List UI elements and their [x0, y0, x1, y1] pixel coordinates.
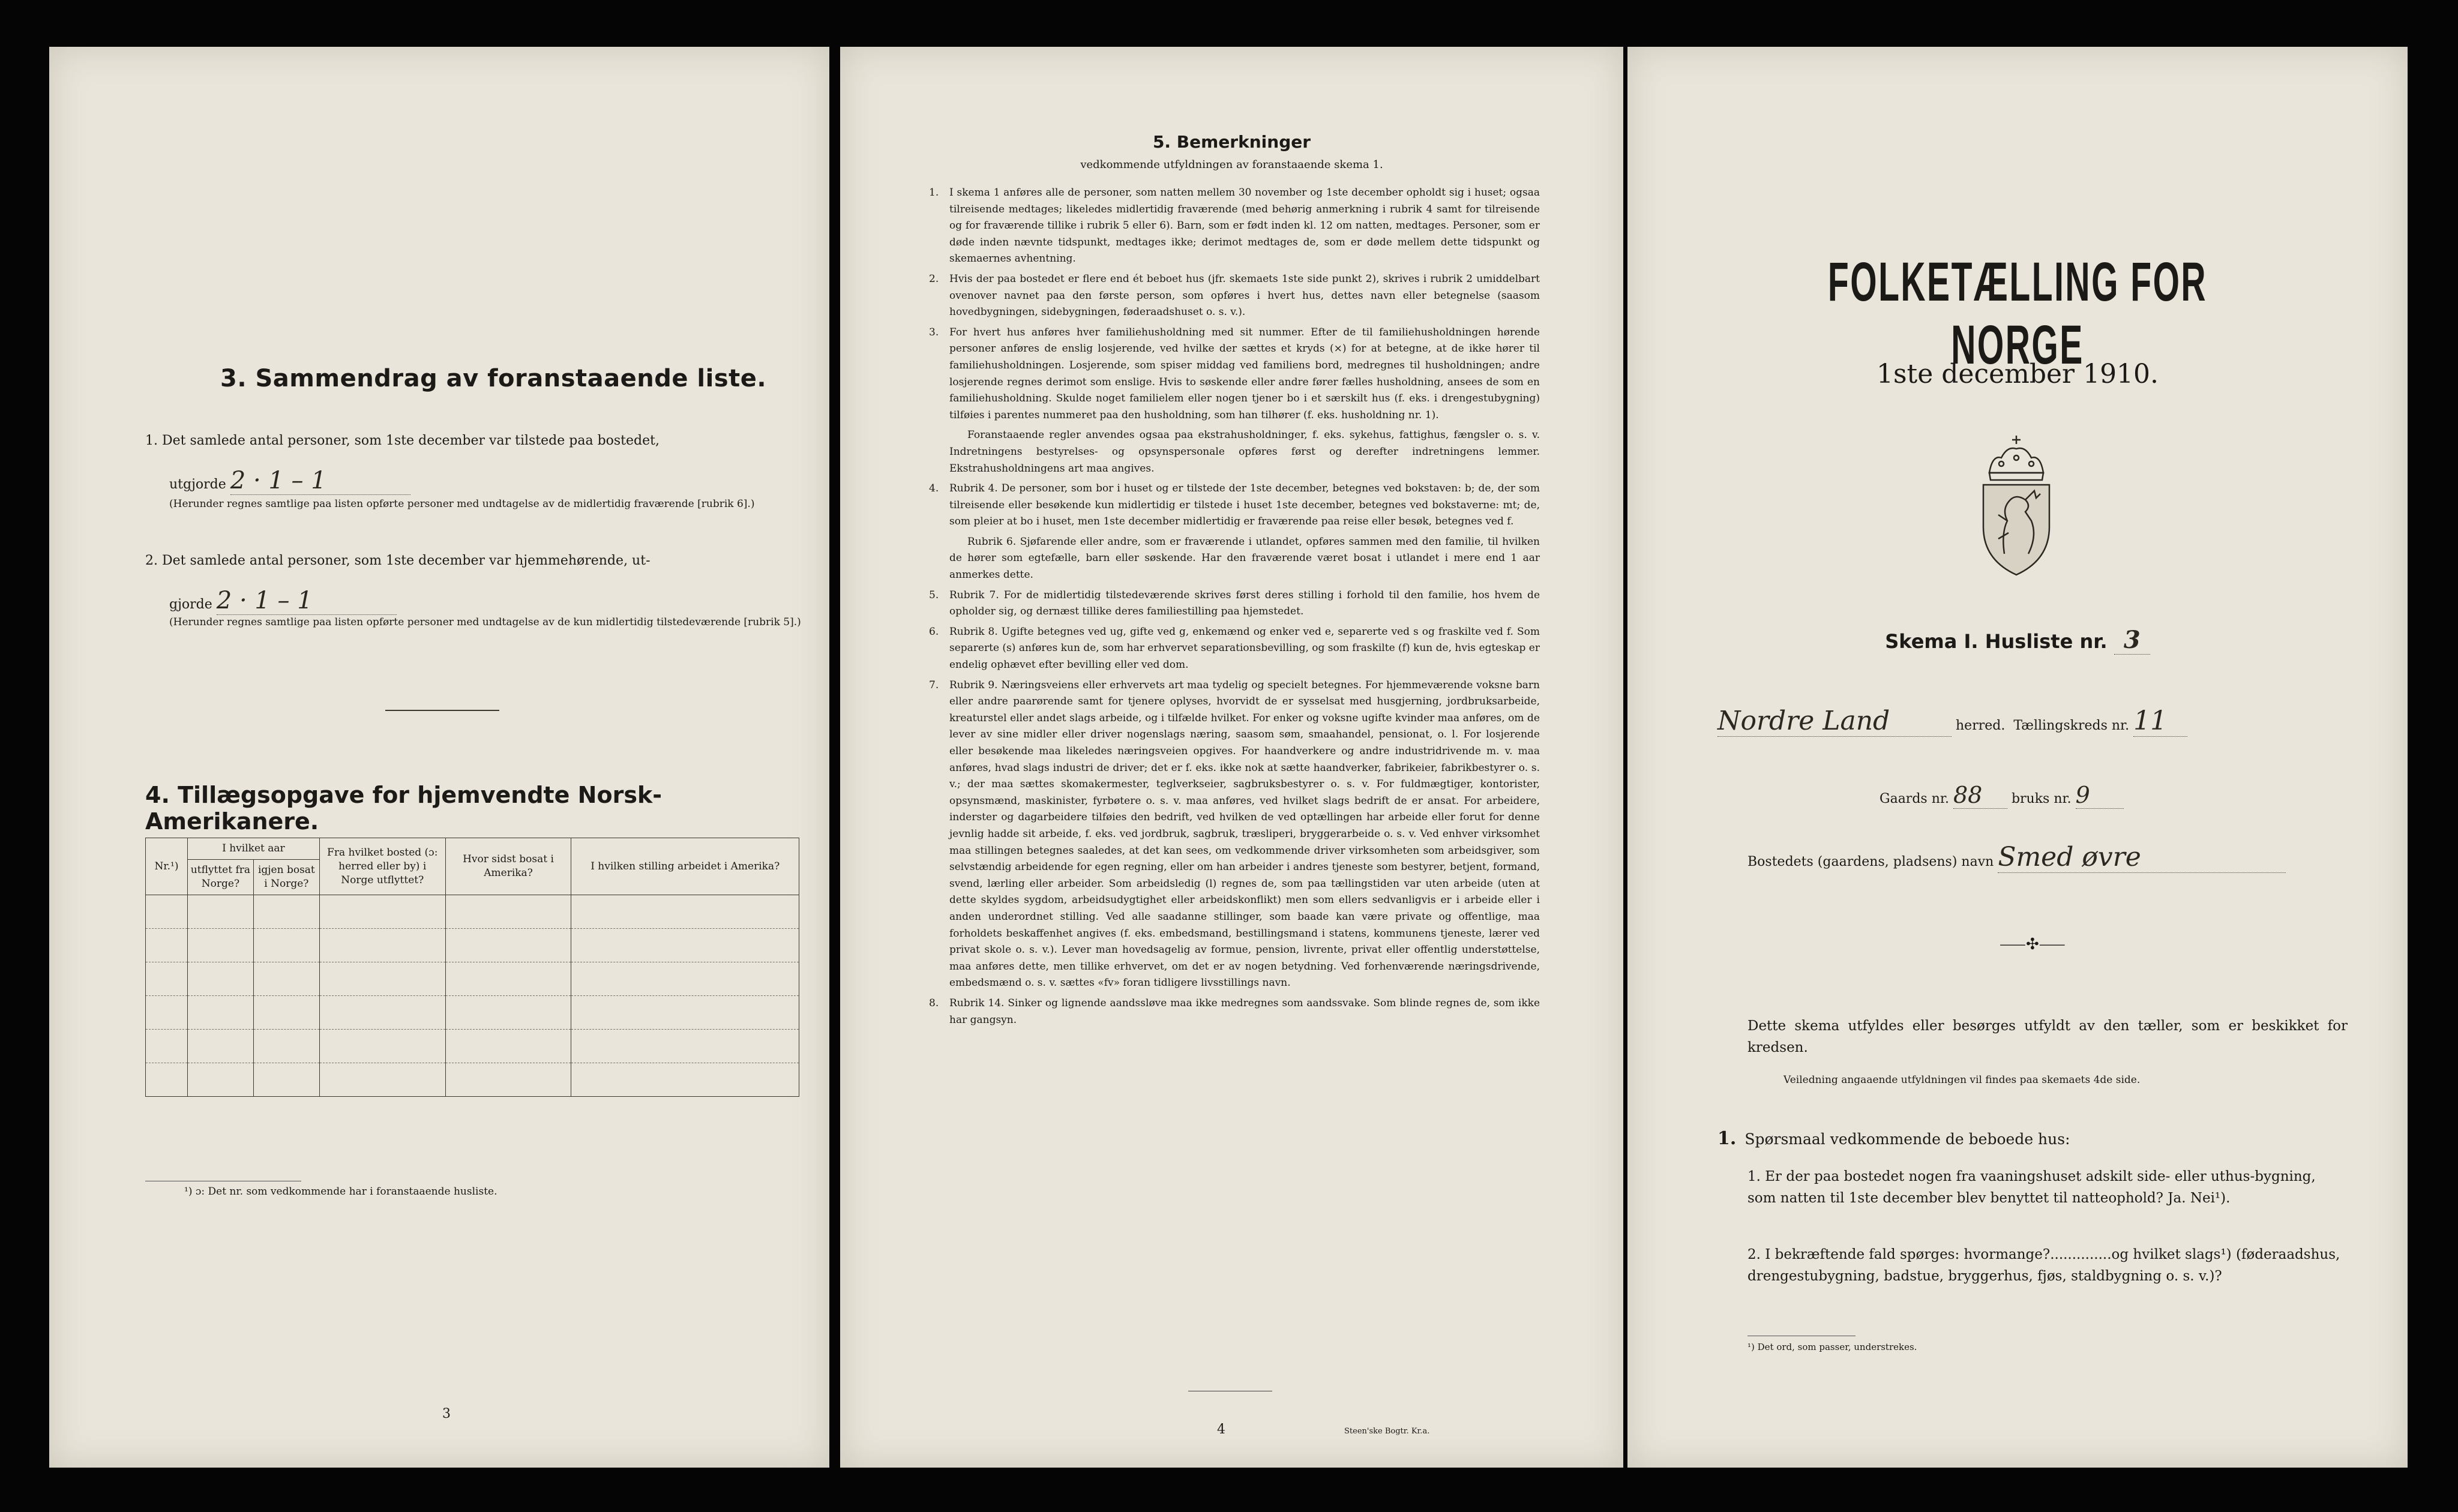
section-3-title: 3. Sammendrag av foranstaaende liste. [220, 365, 767, 392]
remark-item [929, 677, 1540, 992]
summary-item-2-note: (Herunder regnes samtlige paa listen opførte personer med undtagelse av de kun midlertidig tilstedeværende [rubrik 5].) [169, 616, 801, 628]
questions-number: 1. [1717, 1128, 1737, 1149]
remark-number: 7. [929, 679, 939, 691]
page-4 [840, 47, 1623, 1468]
cover-footnote: ¹) Det ord, som passer, understrekes. [1747, 1342, 1917, 1352]
header-nr: Nr.¹) [146, 838, 188, 895]
census-title: FOLKETÆLLING FOR NORGE [1827, 251, 2208, 376]
remark-item [929, 271, 1540, 321]
remark-text: Rubrik 6. Sjøfarende eller andre, som er fraværende i utlandet, opføres sammen med den familie, til hvilken de hører som egtefælle, barn eller søskende. Har den fraværende været bosat i utlandet i mere end 1 aar anmerkes dette. [949, 535, 1540, 581]
printer-imprint: Steen'ske Bogtr. Kr.a. [1344, 1427, 1430, 1436]
cover-page [1627, 47, 2408, 1468]
section-divider [385, 710, 499, 711]
remark-text: Rubrik 8. Ugifte betegnes ved ug, gifte ved g, enkemænd og enker ved e, separerte ved s og fraskilte ved f. Som separerte (s) anføres kun de, som har erhvervet separationsbevilling, og som fraskilte (f) kun de, hvis egteskap er endelig ophævet efter bevilling eller ved dom. [949, 625, 1540, 671]
remark-text: Hvis der paa bostedet er flere end ét beboet hus (jfr. skemaets 1ste side punkt 2), skrives i rubrik 2 umiddelbart ovenover navnet paa den første person, som opføres i hvert hus, dettes navn eller betegnelse (saasom hovedbygningen, sidebygningen, føderaadshuset o. s. v.). [949, 272, 1540, 319]
schema-heading [1627, 626, 2408, 655]
page-number: 4 [1217, 1422, 1225, 1437]
schema-label: Skema I. Husliste nr. [1885, 630, 2108, 653]
question-1: 1. Er der paa bostedet nogen fra vaaningshuset adskilt side- eller uthus-bygning, som natten til 1ste december blev benyttet til natteophold? Ja. Nei¹). [1747, 1169, 2316, 1206]
summary-item-2-prefix: gjorde [169, 597, 212, 612]
header-last-residence: Hvor sidst bosat i Amerika? [445, 838, 571, 895]
section-4-title: 4. Tillægsopgave for hjemvendte Norsk-Amerikanere. [145, 782, 662, 835]
returned-emigrants-table [145, 838, 799, 1097]
question-2: 2. I bekræftende fald spørges: hvormange?..............og hvilket slags¹) (føderaadshus, drengestubygning, badstue, bryggerhus, fjøs, staldbygning o. s. v.)? [1747, 1247, 2340, 1284]
remark-number: 6. [929, 625, 939, 638]
ornament-icon: ⸺✣⸺ [2000, 935, 2066, 953]
header-occupation: I hvilken stilling arbeidet i Amerika? [571, 838, 799, 895]
instruction-text: Dette skema utfyldes eller besørges utfyldt av den tæller, som er beskikket for kredsen. [1747, 1018, 2348, 1055]
remark-text: Rubrik 7. For de midlertidig tilstedeværende skrives først deres stilling i forhold til den familie, hos hvem de opholder sig, og dernæst tillike deres familiestilling paa hjemstedet. [949, 589, 1540, 618]
table-row [146, 929, 799, 962]
remark-text: Rubrik 4. De personer, som bor i huset og er tilstede der 1ste december, betegnes ved bokstaven: b; de, der som tilreisende eller besøkende kun midlertidig er tilstede i huset 1ste december, betegnes ved bokstaverne: mt; de, som pleier at bo i huset, men 1ste december midlertidig er fraværende paa reise eller besøk, betegnes ved f. [949, 482, 1540, 528]
bruks-label: bruks nr. [2011, 791, 2072, 806]
bosted-value: Smed øvre [1998, 842, 2286, 873]
gaards-value: 88 [1953, 782, 2007, 809]
herred-value: Nordre Land [1717, 706, 1952, 737]
remark-text: For hvert hus anføres hver familiehusholdning med sit nummer. Efter de til familiehusholdningen hørende personer anføres de enslig losjerende, ved hvilke der sættes et kryds (×) for at betegne, at de ikke hører til familiehusholdningen. Losjerende, som spiser middag ved familiens bord, medregnes til husholdningen; andre losjerende regnes derimot som enslige. Hvis to søskende eller andre fører fælles husholdning, ansees de som en familiehusholdning. Skulde noget familielem eller nogen tjener bo i et særskilt hus (f. eks. i drengestubygning) tilføies i parentes nummeret paa den husholdning, som han tilhører (f. eks. husholdning nr. 1). [949, 326, 1540, 421]
remarks-title: 5. Bemerkninger [1152, 132, 1311, 152]
remark-number: 4. [929, 482, 939, 495]
remark-number: 3. [929, 326, 939, 338]
bruks-value: 9 [2076, 782, 2124, 809]
instruction-subtext: Veiledning angaaende utfyldningen vil findes paa skemaets 4de side. [1783, 1074, 2141, 1086]
remarks-body [929, 185, 1540, 1032]
header-from-place: Fra hvilket bosted (ɔ: herred eller by) i Norge utflyttet? [319, 838, 445, 895]
coat-of-arms-icon [1965, 431, 2067, 583]
page-number: 3 [442, 1406, 451, 1421]
header-year-group: I hvilket aar [187, 838, 319, 860]
table-row [146, 996, 799, 1030]
summary-item-1-text: 1. Det samlede antal personer, som 1ste december var tilstede paa bostedet, [145, 433, 660, 448]
remark-item [929, 481, 1540, 530]
farm-number-row [1880, 782, 2124, 809]
page-3 [49, 47, 829, 1468]
remark-item [929, 325, 1540, 424]
district-row [1717, 706, 2378, 737]
herred-label: herred. [1956, 718, 2006, 733]
questions-title: Spørsmaal vedkommende de beboede hus: [1744, 1130, 2070, 1148]
header-returned: igjen bosat i Norge? [253, 860, 319, 895]
remarks-subtitle: vedkommende utfyldningen av foranstaaende skema 1. [1080, 158, 1383, 171]
table-row [146, 1063, 799, 1097]
remark-item [929, 995, 1540, 1028]
remark-number: 8. [929, 997, 939, 1009]
summary-item-2-text: 2. Det samlede antal personer, som 1ste december var hjemmehørende, ut- [145, 553, 651, 568]
gaards-label: Gaards nr. [1880, 791, 1949, 806]
remark-text: Rubrik 14. Sinker og lignende aandssløve maa ikke medregnes som aandssvake. Som blinde regnes de, som ikke har gangsyn. [949, 997, 1540, 1026]
summary-item-2-value: 2 · 1 – 1 [217, 587, 397, 615]
table-footnote: ¹) ɔ: Det nr. som vedkommende har i foranstaaende husliste. [184, 1186, 497, 1198]
kreds-value: 11 [2133, 706, 2187, 737]
remark-text: I skema 1 anføres alle de personer, som natten mellem 30 november og 1ste december opholdt sig i huset; ogsaa tilreisende medtages; likeledes midlertidig fraværende (med behørig anmerkning i rubrik 4 samt for tilreisende og for fraværende tillike i rubrik 5 eller 6). Barn, som er født inden kl. 12 om natten, medtages. Personer, som er døde inden nævnte tidspunkt, medtages ikke; derimot medtages de, som er døde mellem dette tidspunkt og skemaernes avhentning. [949, 187, 1540, 265]
remark-number: 1. [929, 187, 939, 199]
remark-item [929, 587, 1540, 620]
remark-number: 2. [929, 272, 939, 285]
remark-number: 5. [929, 589, 939, 601]
table-row [146, 1030, 799, 1063]
residence-name-row [1747, 842, 2286, 873]
house-list-number: 3 [2114, 626, 2150, 655]
remark-item [929, 624, 1540, 674]
summary-item-2-line [169, 587, 397, 615]
table-row [146, 895, 799, 929]
table-row [146, 962, 799, 996]
remark-item [929, 185, 1540, 268]
remark-text: Rubrik 9. Næringsveiens eller erhvervets art maa tydelig og specielt betegnes. For hjemmeværende voksne barn eller andre paarørende samt for tjenere oplyses, hvorvidt de er sysselsat med husgjerning, jordbruksarbeide, kreaturstel eller andet slags arbeide, og i tilfælde hvilket. For enker og voksne ugifte kvinder maa anføres, om de lever av sine midler eller driver nogenslags næring, saasom søm, smaahandel, pensionat, o. l. For losjerende eller besøkende maa likeledes næringsveien opgives. For haandverkere og andre industridrivende m. v. maa anføres, hvad slags industri de driver; det er f. eks. ikke nok at sætte haandverker, fabrikeier, fabrikbestyrer o. s. v.; der maa sættes skomakermester, teglverkseier, sagbruksbestyrer o. s. v. For fuldmægtiger, kontorister, opsynsmænd, maskinister, fyrbøtere o. s. v. maa anføres, ved hvilket slags bedrift de er ansat. For arbeidere, inderster og dagarbeidere tilføies den bedrift, ved hvilken de ved optællingen har arbeide eller forut for denne jevnlig hadde sit arbeide, f. eks. ved jordbruk, sagbruk, træsliperi, bryggerarbeide o. s. v. Ved enhver virksomhet maa stillingen betegnes saaledes, at det kan sees, om vedkommende driver virksomheten som arbeidsgiver, som selvstændig arbeidende for egen regning, eller om han arbeider i andres tjeneste som bestyrer, betjent, formand, svend, lærling eller arbeider. Som arbeidsledig (l) regnes de, som paa tællingstiden var uten arbeide (uten at dette skyldes sygdom, arbeidsudygtighet eller arbeidskonflikt) men som ellers sedvanligvis er i arbeide eller i anden underordnet stilling. Ved alle saadanne stillinger, som baade kan være private og offentlige, maa forholdets beskaffenhet angives (f. eks. embedsmand, bestillingsmand i statens, kommunens tjeneste, lærer ved privat skole o. s. v.). Lever man hovedsagelig av formue, pension, livrente, privat eller offentlig understøttelse, maa anføres dette, men tillike erhvervet, om det er av nogen betydning. Ved forhenværende næringsdrivende, embedsmænd o. s. v. sættes «fv» foran tidligere livsstillings navn. [949, 679, 1540, 989]
summary-item-1-prefix: utgjorde [169, 477, 226, 492]
questions-heading [1717, 1128, 2070, 1149]
census-date: 1ste december 1910. [1876, 359, 2159, 389]
header-emigrated: utflyttet fra Norge? [187, 860, 253, 895]
summary-item-1-note: (Herunder regnes samtlige paa listen opførte personer med undtagelse av de midlertidig fraværende [rubrik 6].) [169, 498, 755, 510]
remark-text: Foranstaaende regler anvendes ogsaa paa ekstrahusholdninger, f. eks. sykehus, fattighus, fængsler o. s. v. Indretningens bestyrelses- og opsynspersonale opføres først og derefter indretningens lemmer. Ekstrahusholdningens art maa angives. [949, 429, 1540, 475]
summary-item-1-value: 2 · 1 – 1 [230, 467, 410, 495]
summary-item-1-line [169, 467, 410, 495]
kreds-label: Tællingskreds nr. [2013, 718, 2130, 733]
remark-item [929, 427, 1540, 477]
bosted-label: Bostedets (gaardens, pladsens) navn [1747, 854, 1994, 869]
remark-item [929, 534, 1540, 584]
